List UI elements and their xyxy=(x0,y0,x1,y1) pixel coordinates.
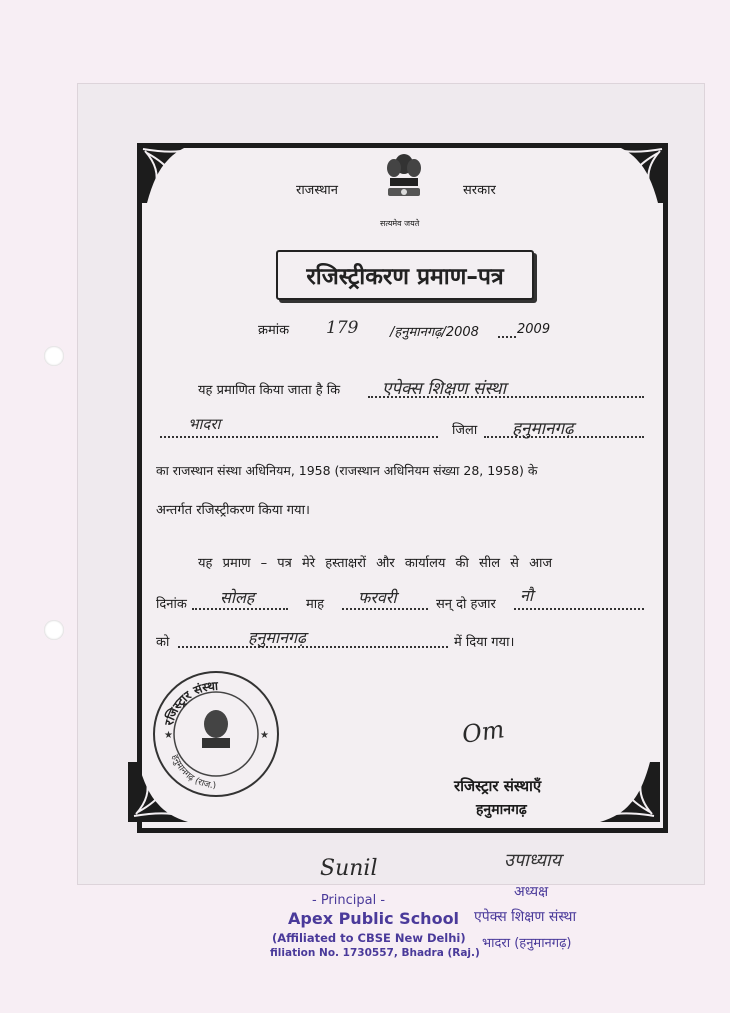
month-label: माह xyxy=(306,597,325,612)
issue-line: यह प्रमाण – पत्र मेरे हस्ताक्षरों और कार्यालय की सील से आज xyxy=(198,556,552,571)
header-state: राजस्थान xyxy=(296,183,339,198)
svg-text:हनुमानगढ़ (राज.) xyxy=(169,753,216,791)
certify-text: यह प्रमाणित किया जाता है कि xyxy=(198,383,341,398)
serial-district-year: /हनुमानगढ़/2008 xyxy=(390,325,479,340)
serial-number: 179 xyxy=(326,318,359,338)
place-dots xyxy=(160,436,438,438)
president-org: एपेक्स शिक्षण संस्था xyxy=(474,909,577,925)
year-label: सन् दो हजार xyxy=(436,597,496,612)
svg-text:★: ★ xyxy=(164,730,173,741)
at-place: हनुमानगढ़ xyxy=(248,628,306,647)
registrar-title: रजिस्ट्रार संस्थाएँ xyxy=(454,777,542,795)
seal-top-text: रजिस्ट्रार संस्था xyxy=(161,678,219,727)
seal-bottom-text: हनुमानगढ़ (राज.) xyxy=(169,753,217,792)
district-label: जिला xyxy=(452,423,478,438)
corner-ornament-top-left xyxy=(137,143,197,203)
serial-dots xyxy=(498,336,516,338)
ashoka-emblem-icon xyxy=(382,152,426,216)
registrar-place: हनुमानगढ़ xyxy=(476,802,527,818)
date-month: फरवरी xyxy=(358,588,397,607)
act-line: का राजस्थान संस्था अधिनियम, 1958 (राजस्थान अधिनियम संख्या 28, 1958) के xyxy=(156,463,538,478)
certificate-title: रजिस्ट्रीकरण प्रमाण–पत्र xyxy=(276,250,534,300)
place-name: भादरा xyxy=(188,415,221,433)
district-name: हनुमानगढ़ xyxy=(512,419,574,439)
principal-school: Apex Public School xyxy=(288,909,460,928)
at-label: को xyxy=(156,635,170,650)
serial-year-end: 2009 xyxy=(517,322,551,337)
org-name: एपेक्स शिक्षण संस्था xyxy=(382,379,506,399)
registered-line: अन्तर्गत रजिस्ट्रीकरण किया गया। xyxy=(156,503,310,518)
day-dots xyxy=(192,608,288,610)
president-signature: उपाध्याय xyxy=(504,850,562,871)
principal-affiliation: (Affiliated to CBSE New Delhi) xyxy=(272,931,466,945)
month-dots xyxy=(342,608,428,610)
registrar-round-seal xyxy=(150,668,282,800)
date-label: दिनांक xyxy=(156,597,187,612)
serial-label: क्रमांक xyxy=(258,323,290,338)
principal-signature: Sunil xyxy=(320,856,378,881)
principal-affiliation-number: filiation No. 1730557, Bhadra (Raj.) xyxy=(270,947,480,959)
header-government: सरकार xyxy=(463,183,496,198)
corner-ornament-bottom-right xyxy=(600,762,660,822)
registrar-signature: Om xyxy=(460,715,507,749)
at-place-dots xyxy=(178,646,448,648)
date-day: सोलह xyxy=(220,588,255,607)
president-role: अध्यक्ष xyxy=(514,884,549,900)
corner-ornament-top-right xyxy=(608,143,668,203)
header-motto: सत्यमेव जयते xyxy=(380,219,420,228)
punch-hole-top xyxy=(44,346,64,366)
president-place: भादरा (हनुमानगढ़) xyxy=(482,936,572,951)
given-line: में दिया गया। xyxy=(454,635,515,650)
date-year: नौ xyxy=(520,586,534,605)
year-dots xyxy=(514,608,644,610)
principal-role: - Principal - xyxy=(312,893,386,908)
punch-hole-bottom xyxy=(44,620,64,640)
svg-text:★: ★ xyxy=(260,730,269,741)
